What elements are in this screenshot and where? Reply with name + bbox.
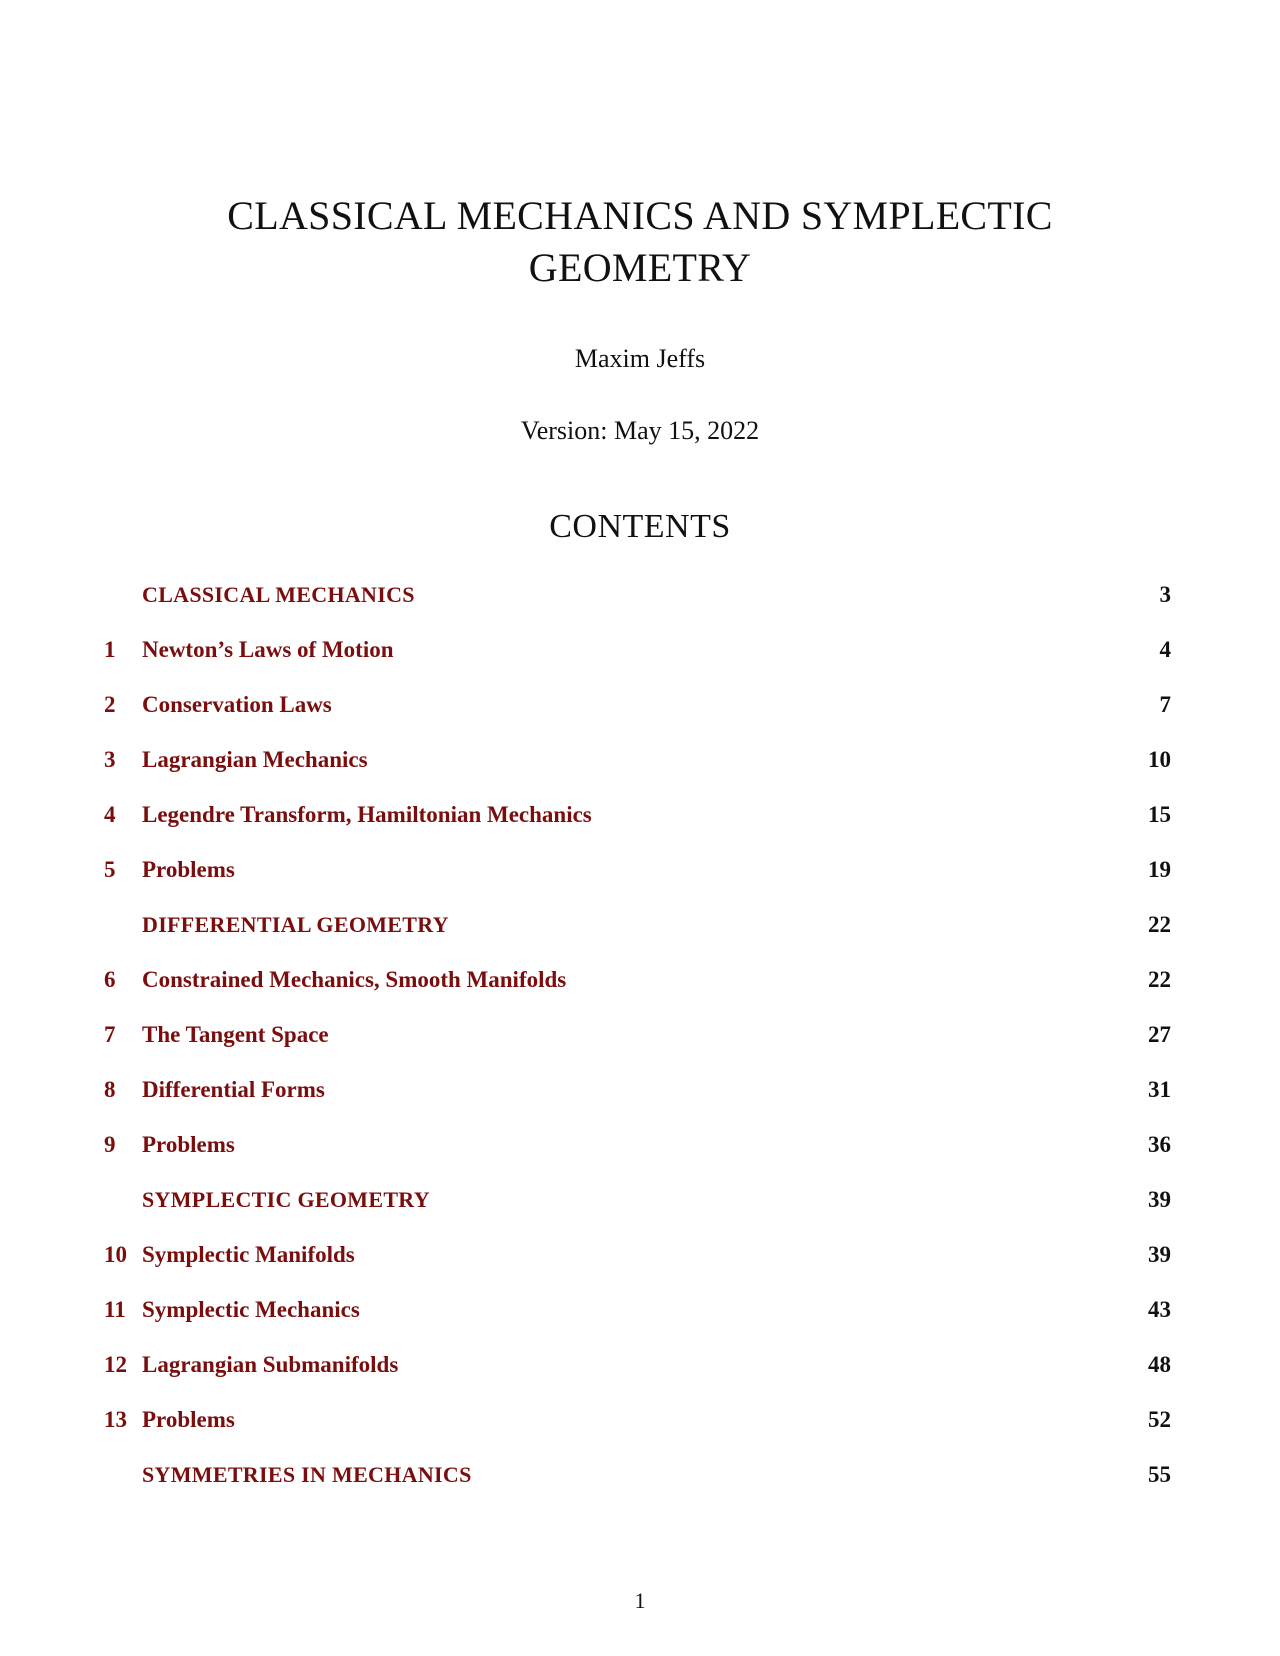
toc-entry[interactable] [104, 1185, 1171, 1240]
toc-entry-link[interactable]: Symplectic Manifolds [142, 1242, 355, 1267]
toc-entry-page: 19 [1148, 857, 1171, 882]
page-number: 1 [634, 1588, 646, 1613]
toc-entry-page: 3 [1159, 582, 1171, 607]
toc-entry-link[interactable]: Lagrangian Submanifolds [142, 1352, 399, 1377]
toc-entry-number: 7 [104, 1022, 116, 1047]
toc-entry-link[interactable]: CLASSICAL MECHANICS [142, 582, 415, 607]
toc-entry-page: 22 [1148, 912, 1171, 937]
toc-entry-page: 36 [1148, 1132, 1171, 1157]
toc-entry-number: 6 [104, 967, 116, 992]
toc-entry[interactable] [104, 635, 1171, 690]
toc-entry-number: 2 [104, 692, 116, 717]
toc-entry[interactable] [104, 910, 1171, 965]
toc-entry-page: 31 [1148, 1077, 1171, 1102]
toc-entry-page: 39 [1148, 1187, 1171, 1212]
toc-entry-number: 10 [104, 1242, 127, 1267]
toc-entry[interactable] [104, 1460, 1171, 1515]
toc-entry-link[interactable]: Symplectic Mechanics [142, 1297, 360, 1322]
toc-entry-number: 8 [104, 1077, 116, 1102]
toc-entry-page: 10 [1148, 747, 1171, 772]
toc-entry-number: 1 [104, 637, 116, 662]
toc-entry-number: 12 [104, 1352, 127, 1377]
toc-entry-link[interactable]: Newton’s Laws of Motion [142, 637, 394, 662]
toc-entry[interactable] [104, 1295, 1171, 1350]
toc-entry[interactable] [104, 1405, 1171, 1460]
toc-entry-link[interactable]: The Tangent Space [142, 1022, 329, 1047]
toc-entry-number: 3 [104, 747, 116, 772]
toc-entry[interactable] [104, 965, 1171, 1020]
toc-entry-number: 4 [104, 802, 116, 827]
toc-entry-page: 39 [1148, 1242, 1171, 1267]
toc-entry-page: 43 [1148, 1297, 1171, 1322]
toc-entry-page: 55 [1148, 1462, 1171, 1487]
toc-entry-link[interactable]: Legendre Transform, Hamiltonian Mechanics [142, 802, 592, 827]
author-name: Maxim Jeffs [574, 344, 706, 373]
toc-entry-page: 15 [1148, 802, 1171, 827]
version-date: Version: May 15, 2022 [520, 416, 760, 445]
toc-entry-page: 7 [1159, 692, 1171, 717]
table-of-contents [104, 580, 1171, 1515]
toc-entry-link[interactable]: Problems [142, 1132, 235, 1157]
toc-entry[interactable] [104, 1075, 1171, 1130]
toc-entry[interactable] [104, 1240, 1171, 1295]
toc-entry-page: 22 [1148, 967, 1171, 992]
toc-entry-number: 5 [104, 857, 116, 882]
toc-entry-page: 52 [1148, 1407, 1171, 1432]
toc-entry-page: 4 [1159, 637, 1171, 662]
toc-entry[interactable] [104, 690, 1171, 745]
toc-entry-number: 13 [104, 1407, 127, 1432]
toc-entry[interactable] [104, 855, 1171, 910]
document-title-line-2: GEOMETRY [528, 245, 752, 290]
toc-entry-link[interactable]: Conservation Laws [142, 692, 332, 717]
toc-entry-link[interactable]: SYMPLECTIC GEOMETRY [142, 1187, 430, 1212]
toc-entry-number: 11 [104, 1297, 126, 1322]
toc-entry-number: 9 [104, 1132, 116, 1157]
document-title [0, 190, 1280, 294]
toc-entry-link[interactable]: SYMMETRIES IN MECHANICS [142, 1462, 472, 1487]
toc-entry-page: 27 [1148, 1022, 1171, 1047]
toc-entry-link[interactable]: Constrained Mechanics, Smooth Manifolds [142, 967, 567, 992]
toc-entry[interactable] [104, 580, 1171, 635]
toc-entry-link[interactable]: DIFFERENTIAL GEOMETRY [142, 912, 449, 937]
toc-entry-link[interactable]: Lagrangian Mechanics [142, 747, 368, 772]
toc-entry[interactable] [104, 1350, 1171, 1405]
toc-entry-link[interactable]: Differential Forms [142, 1077, 325, 1102]
toc-entry[interactable] [104, 1130, 1171, 1185]
toc-entry[interactable] [104, 1020, 1171, 1075]
toc-entry[interactable] [104, 800, 1171, 855]
contents-heading: CONTENTS [549, 508, 731, 545]
toc-entry-link[interactable]: Problems [142, 1407, 235, 1432]
toc-entry-link[interactable]: Problems [142, 857, 235, 882]
toc-entry-page: 48 [1148, 1352, 1171, 1377]
document-title-line-1: CLASSICAL MECHANICS AND SYMPLECTIC [227, 193, 1053, 238]
toc-entry[interactable] [104, 745, 1171, 800]
